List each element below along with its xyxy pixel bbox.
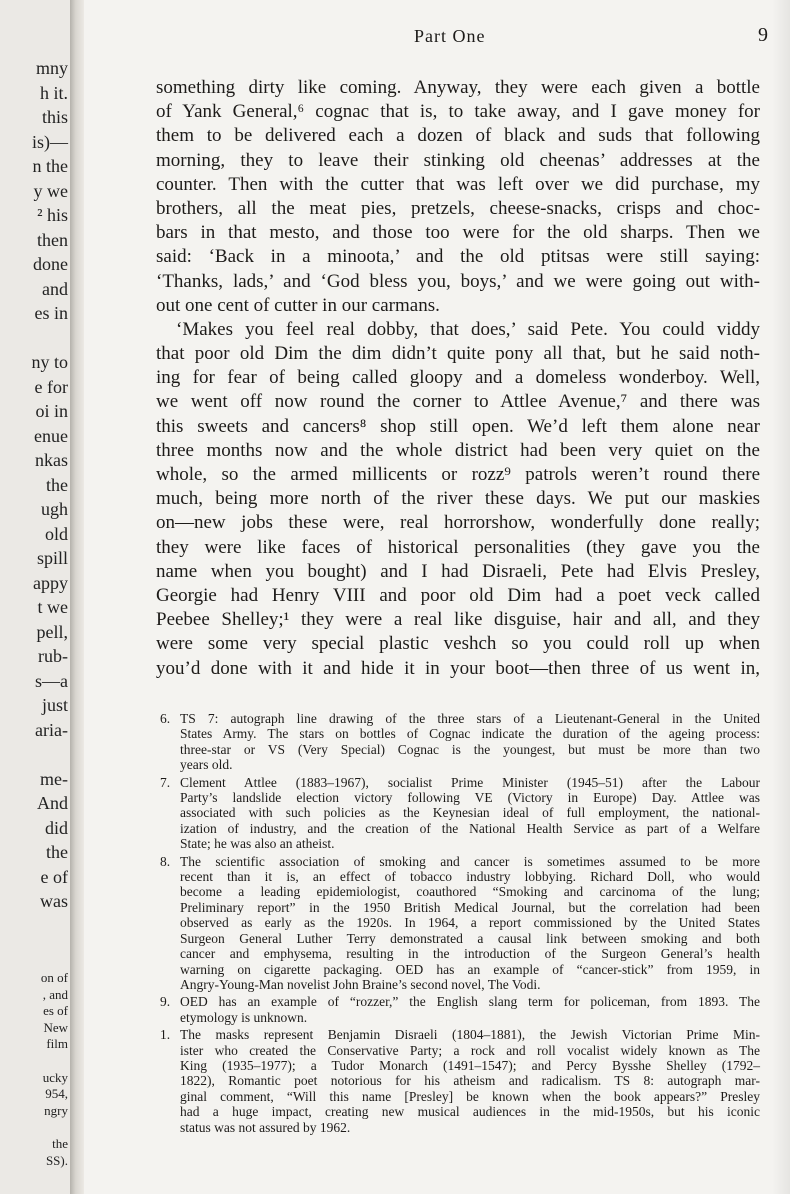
left-page-note-line: film bbox=[46, 1036, 68, 1052]
body-line: counter. Then with the cutter that was left over we did purchase, my bbox=[156, 173, 760, 195]
left-page-line: e of bbox=[40, 866, 68, 887]
body-line: out one cent of cutter in our carmans. bbox=[156, 294, 440, 316]
right-page bbox=[84, 0, 790, 1194]
left-page-line: is)— bbox=[32, 131, 68, 152]
left-page-note-line: the bbox=[52, 1136, 68, 1151]
left-page-note-line: 954, bbox=[45, 1086, 68, 1102]
left-page-note-line: es of bbox=[43, 1003, 68, 1019]
left-page-line: y we bbox=[33, 180, 68, 201]
footnote-line: 1822), Romantic poet notorious for his atheism and radicalism. TS 8: autograph mar- bbox=[180, 1073, 760, 1089]
left-page-line: ny to bbox=[31, 352, 68, 372]
left-page-note-line: New bbox=[43, 1019, 68, 1035]
body-text bbox=[156, 76, 760, 681]
footnotes bbox=[160, 711, 760, 1137]
footnote-line: Clement Attlee (1883–1967), socialist Prime Minister (1945–51) after the Labour bbox=[180, 774, 760, 790]
book-gutter bbox=[70, 0, 84, 1194]
left-page-line: aria- bbox=[35, 719, 68, 740]
body-line: whole, so the armed millicents or rozz⁹ patrols weren’t round there bbox=[156, 464, 760, 485]
left-page-line: the bbox=[46, 474, 68, 495]
left-page-line: appy bbox=[33, 572, 68, 593]
left-page-fragment bbox=[0, 0, 70, 1194]
left-page-line: s—a bbox=[35, 670, 68, 691]
footnote-number: 9. bbox=[160, 994, 171, 1010]
left-page-line: ugh bbox=[41, 499, 68, 519]
left-page-line: this bbox=[41, 107, 68, 127]
footnote-line: Party’s landslide election victory following VE (Victory in Europe) Day. Attlee was bbox=[180, 790, 760, 806]
body-line: ‘Thanks, lads,’ and ‘God bless you, boys,’ and we were going out with- bbox=[156, 270, 760, 292]
footnote-line: Surgeon General Luther Terry demonstrated a causal link between smoking and both bbox=[180, 930, 760, 946]
left-page-line: old bbox=[44, 523, 68, 544]
footnote-line: associated with such policies as the Keynesian ideal of full employment, the national- bbox=[180, 805, 760, 821]
footnote-line: recent than it is, an effect of tobacco industry lobbying. Richard Doll, who would bbox=[180, 869, 760, 885]
left-page-line: mny bbox=[35, 58, 68, 78]
footnote-number: 8. bbox=[160, 853, 171, 869]
footnote-line: The scientific association of smoking and cancer is sometimes assumed to be more bbox=[180, 853, 760, 869]
page-number: 9 bbox=[758, 24, 768, 46]
left-page-line: h it. bbox=[39, 82, 68, 103]
footnote-line: OED has an example of “rozzer,” the English slang term for policeman, from 1893. The bbox=[180, 994, 760, 1010]
body-line: name when you bought) and I had Disraeli, Pete had Elvis Presley, bbox=[156, 560, 760, 582]
body-line: something dirty like coming. Anyway, they were each given a bottle bbox=[156, 77, 760, 98]
body-line: ing for fear of being called gloopy and a domeless wonderboy. Well, bbox=[156, 367, 760, 389]
left-page-line: nkas bbox=[35, 450, 68, 470]
footnote-line: status was not assured by 1962. bbox=[180, 1119, 351, 1135]
footnote-line: had a huge impact, creating new musical audiences in the mid-1950s, but his iconic bbox=[180, 1104, 760, 1120]
footnote bbox=[160, 994, 760, 1025]
body-line: bars in that mesto, and those too were for the old sharps. Then we bbox=[156, 222, 760, 244]
left-page-line: es in bbox=[34, 303, 68, 323]
body-line: on—new jobs these were, real horrorshow, wonderfully done really; bbox=[156, 512, 760, 534]
body-line: three months now and the whole district had been very quiet on the bbox=[156, 439, 760, 461]
footnote-line: years old. bbox=[180, 757, 233, 773]
body-line: you’d done with it and hide it in your boot—then three of us went in, bbox=[156, 657, 760, 679]
footnote-line: States Army. The stars on bottles of Cognac indicate the duration of the ageing process: bbox=[180, 726, 760, 742]
left-page-line: did bbox=[44, 817, 68, 838]
footnote bbox=[160, 1027, 760, 1135]
left-page-line: the bbox=[46, 842, 68, 862]
footnote-number: 6. bbox=[160, 711, 171, 726]
body-line: them to be delivered each a dozen of black and suds that following bbox=[156, 125, 760, 147]
left-page-line: spill bbox=[36, 548, 68, 568]
left-page-line: rub- bbox=[38, 646, 68, 666]
footnote-line: ister who created the Conservative Party; a rock and roll vocalist widely known as The bbox=[180, 1042, 760, 1058]
body-line: brothers, all the meat pies, pretzels, cheese-snacks, crisps and choc- bbox=[156, 197, 760, 219]
body-line: Georgie had Henry VIII and poor old Dim had a poet veck called bbox=[156, 584, 760, 606]
left-page-line: pell, bbox=[36, 621, 68, 642]
left-page-line: e for bbox=[34, 376, 68, 397]
left-page-line: n the bbox=[32, 156, 68, 176]
left-page-line: just bbox=[41, 695, 68, 715]
page-edge-shadow bbox=[772, 0, 790, 1194]
footnote-line: etymology is unknown. bbox=[180, 1009, 308, 1025]
left-page-line: And bbox=[37, 793, 68, 813]
left-page-line: was bbox=[40, 891, 68, 911]
body-line: that poor old Dim the dim didn’t quite pony all that, but he said noth- bbox=[156, 343, 760, 365]
footnote-line: TS 7: autograph line drawing of the three stars of a Lieutenant-General in the United bbox=[180, 711, 760, 726]
body-line: were some very special plastic veshch so you could roll up when bbox=[156, 633, 760, 655]
left-page-note-line: , and bbox=[42, 986, 68, 1002]
body-line: Peebee Shelley;¹ they were a real like disguise, hair and all, and they bbox=[156, 609, 760, 631]
footnote-line: cancer and emphysema, resulting in the introduction of the Surgeon General’s health bbox=[180, 946, 760, 962]
left-page-note-line: ngry bbox=[44, 1102, 68, 1118]
footnote-line: three-star or VS (Very Special) Cognac is the youngest, but must be more than two bbox=[180, 741, 760, 757]
footnote-line: Preliminary report” in the 1950 British Medical Journal, but the correlation had been bbox=[180, 899, 760, 915]
footnote-line: The masks represent Benjamin Disraeli (1804–1881), the Jewish Victorian Prime Min- bbox=[180, 1027, 760, 1043]
left-page-note-line: SS). bbox=[45, 1152, 68, 1168]
left-page-line: oi in bbox=[35, 401, 68, 421]
left-page-line: t we bbox=[37, 597, 68, 617]
body-line: ‘Makes you feel real dobby, that does,’ said Pete. You could viddy bbox=[176, 318, 760, 340]
footnote bbox=[160, 854, 760, 993]
footnote-line: warning on cigarette packaging. OED has an example of “cancer-stick” from 1959, in bbox=[180, 961, 760, 977]
body-line: said: ‘Back in a minoota,’ and the old ptitsas were still saying: bbox=[156, 246, 760, 268]
left-page-line: ² his bbox=[37, 205, 68, 225]
footnote-line: ization of industry, and the creation of the National Health Service as part of a Welfare bbox=[180, 820, 760, 836]
left-page-line: me- bbox=[40, 768, 68, 789]
running-header bbox=[84, 24, 790, 48]
left-page-line: then bbox=[37, 229, 68, 250]
left-page-line: enue bbox=[34, 425, 68, 446]
left-page-line: done bbox=[33, 254, 68, 274]
body-line: morning, they to leave their stinking old cheenas’ addresses at the bbox=[156, 149, 760, 171]
part-title: Part One bbox=[414, 26, 486, 46]
body-line: of Yank General,⁶ cognac that is, to take away, and I gave money for bbox=[156, 101, 760, 123]
footnote-line: State; he was also an atheist. bbox=[180, 836, 335, 852]
left-page-note-line: ucky bbox=[42, 1069, 68, 1085]
footnote bbox=[160, 775, 760, 852]
left-page-note-line: on of bbox=[40, 970, 68, 985]
footnote-line: ginal comment, “Will this name [Presley] be known when the book appears?” Presley bbox=[180, 1088, 760, 1104]
footnote-line: become a leading epidemiologist, coauthored “Smoking and carcinoma of the lung; bbox=[180, 884, 760, 900]
left-page-line: and bbox=[42, 278, 68, 299]
footnote-line: observed as early as the 1920s. In 1964, a report commissioned by the United States bbox=[180, 915, 760, 931]
body-line: they were like faces of historical personalities (they gave you the bbox=[156, 536, 760, 558]
footnote-number: 7. bbox=[160, 774, 171, 790]
body-line: much, being more north of the river these days. We put our maskies bbox=[156, 488, 760, 510]
body-line: we went off now round the corner to Attlee Avenue,⁷ and there was bbox=[156, 391, 760, 413]
footnote-line: King (1935–1977); a Tudor Monarch (1491–1547); and Percy Bysshe Shelley (1792– bbox=[180, 1057, 760, 1073]
footnote-line: Angry-Young-Man novelist John Braine’s second novel, The Vodi. bbox=[180, 976, 541, 992]
footnote-number: 1. bbox=[160, 1027, 171, 1043]
footnote bbox=[160, 711, 760, 773]
body-line: this sweets and cancers⁸ shop still open. We’d left them alone near bbox=[156, 415, 760, 437]
